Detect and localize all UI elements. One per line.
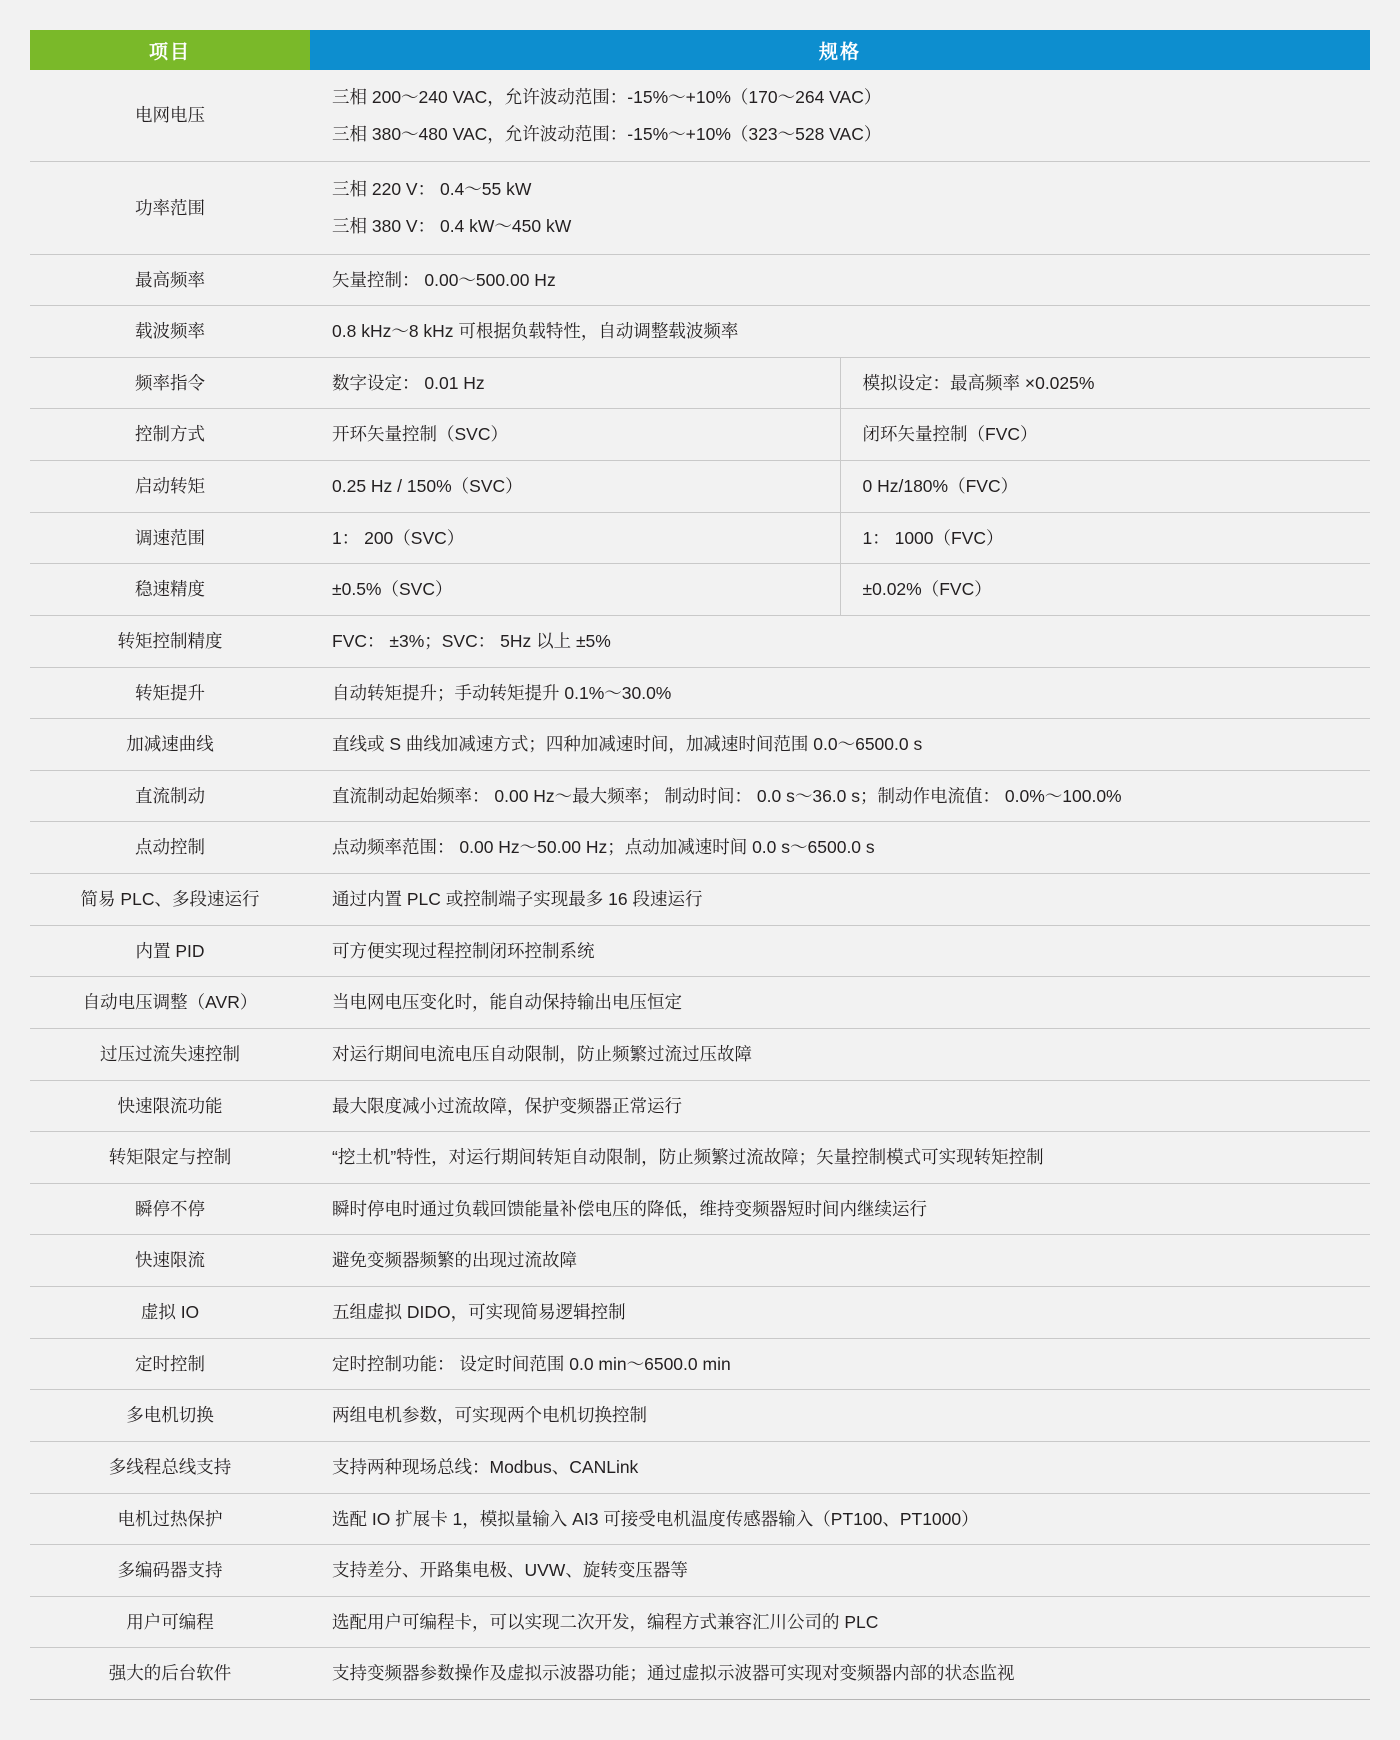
table-row	[30, 1080, 1370, 1132]
spec-item-name: 电网电压	[30, 70, 310, 162]
table-header	[30, 30, 1370, 70]
spec-value-split-container	[310, 461, 1370, 513]
table-row	[30, 1338, 1370, 1390]
spec-value	[310, 254, 1370, 306]
spec-value-line: 直线或 S 曲线加减速方式；四种加减速时间，加减速时间范围 0.0～6500.0 s	[332, 734, 923, 755]
spec-item-name: 内置 PID	[30, 925, 310, 977]
spec-item-name: 快速限流功能	[30, 1080, 310, 1132]
spec-value-line: 可方便实现过程控制闭环控制系统	[332, 940, 595, 961]
spec-value	[310, 1028, 1370, 1080]
spec-value	[310, 1648, 1370, 1700]
spec-item-name: 最高频率	[30, 254, 310, 306]
spec-item-name: 启动转矩	[30, 461, 310, 513]
spec-value	[310, 925, 1370, 977]
spec-item-name: 加减速曲线	[30, 719, 310, 771]
spec-value-line: 支持两种现场总线：Modbus、CANLink	[332, 1456, 639, 1477]
spec-value-line: 直流制动起始频率： 0.00 Hz～最大频率； 制动时间： 0.0 s～36.0 s；制动作电流值： 0.0%～100.0%	[332, 785, 1122, 806]
table-row	[30, 306, 1370, 358]
spec-value	[310, 1287, 1370, 1339]
spec-value-left: 开环矢量控制（SVC）	[310, 409, 840, 460]
spec-value-right: 闭环矢量控制（FVC）	[862, 424, 1038, 445]
spec-value	[310, 162, 1370, 254]
spec-value-right: 0 Hz/180%（FVC）	[862, 476, 1019, 496]
spec-value	[310, 1132, 1370, 1184]
spec-value-line: 自动转矩提升；手动转矩提升 0.1%～30.0%	[332, 682, 672, 703]
spec-value-line: 瞬时停电时通过负载回馈能量补偿电压的降低，维持变频器短时间内继续运行	[332, 1198, 927, 1219]
spec-item-name: 点动控制	[30, 822, 310, 874]
spec-item-name: 多电机切换	[30, 1390, 310, 1442]
spec-value	[310, 1596, 1370, 1648]
spec-item-name: 自动电压调整（AVR）	[30, 977, 310, 1029]
spec-item-name: 简易 PLC、多段速运行	[30, 874, 310, 926]
spec-value-split-container	[310, 512, 1370, 564]
column-header-spec: 规格	[310, 30, 1370, 70]
spec-value-line: 避免变频器频繁的出现过流故障	[332, 1250, 577, 1271]
table-row	[30, 822, 1370, 874]
spec-value	[310, 1390, 1370, 1442]
spec-item-name: 过压过流失速控制	[30, 1028, 310, 1080]
table-row	[30, 409, 1370, 461]
spec-value	[310, 822, 1370, 874]
spec-value-line: 对运行期间电流电压自动限制，防止频繁过流过压故障	[332, 1043, 752, 1064]
spec-value	[310, 1493, 1370, 1545]
spec-item-name: 调速范围	[30, 512, 310, 564]
table-row	[30, 1493, 1370, 1545]
spec-value-line: 选配用户可编程卡，可以实现二次开发，编程方式兼容汇川公司的 PLC	[332, 1611, 879, 1632]
spec-value	[310, 977, 1370, 1029]
spec-value-line: 通过内置 PLC 或控制端子实现最多 16 段速运行	[332, 889, 703, 909]
table-body	[30, 70, 1370, 1700]
table-row	[30, 70, 1370, 162]
spec-item-name: 稳速精度	[30, 564, 310, 616]
spec-value-line: 点动频率范围： 0.00 Hz～50.00 Hz；点动加减速时间 0.0 s～6500.0 s	[332, 837, 875, 858]
table-row	[30, 162, 1370, 254]
table-header-row	[30, 30, 1370, 70]
spec-value-line: 两组电机参数，可实现两个电机切换控制	[332, 1405, 647, 1426]
table-row	[30, 667, 1370, 719]
spec-value-line: “挖土机”特性，对运行期间转矩自动限制，防止频繁过流故障；矢量控制模式可实现转矩控制	[332, 1147, 1044, 1168]
spec-value	[310, 1441, 1370, 1493]
spec-value-line: FVC： ±3%；SVC： 5Hz 以上 ±5%	[332, 630, 611, 651]
spec-value	[310, 1080, 1370, 1132]
spec-value-right: 1： 1000（FVC）	[862, 527, 1004, 548]
table-row	[30, 1287, 1370, 1339]
spec-value-line: 三相 200～240 VAC，允许波动范围：-15%～+10%（170～264 VAC）	[332, 87, 882, 107]
spec-item-name: 瞬停不停	[30, 1183, 310, 1235]
spec-item-name: 多线程总线支持	[30, 1441, 310, 1493]
spec-item-name: 转矩限定与控制	[30, 1132, 310, 1184]
table-row	[30, 1596, 1370, 1648]
spec-value-line: 最大限度减小过流故障，保护变频器正常运行	[332, 1095, 682, 1116]
specification-table	[30, 30, 1370, 1700]
spec-value	[310, 1338, 1370, 1390]
spec-value-left: 0.25 Hz / 150%（SVC）	[310, 461, 840, 512]
spec-value-split-container	[310, 409, 1370, 461]
spec-item-name: 用户可编程	[30, 1596, 310, 1648]
spec-item-name: 电机过热保护	[30, 1493, 310, 1545]
spec-value	[310, 1235, 1370, 1287]
spec-value-line: 定时控制功能： 设定时间范围 0.0 min～6500.0 min	[332, 1353, 731, 1374]
spec-value-right: 模拟设定：最高频率 ×0.025%	[862, 372, 1095, 393]
table-row	[30, 1648, 1370, 1700]
spec-value-line: 当电网电压变化时，能自动保持输出电压恒定	[332, 992, 682, 1013]
table-row	[30, 512, 1370, 564]
spec-value-left: ±0.5%（SVC）	[310, 564, 840, 615]
spec-value-left: 数字设定： 0.01 Hz	[310, 358, 840, 409]
spec-value-line: 0.8 kHz～8 kHz 可根据负载特性，自动调整载波频率	[332, 321, 739, 342]
column-header-item: 项目	[30, 30, 310, 70]
spec-value-line: 支持变频器参数操作及虚拟示波器功能；通过虚拟示波器可实现对变频器内部的状态监视	[332, 1663, 1015, 1684]
spec-item-name: 快速限流	[30, 1235, 310, 1287]
spec-value	[310, 1545, 1370, 1597]
spec-value	[310, 719, 1370, 771]
table-row	[30, 564, 1370, 616]
spec-value-left: 1： 200（SVC）	[310, 513, 840, 564]
spec-item-name: 转矩提升	[30, 667, 310, 719]
table-row	[30, 1132, 1370, 1184]
spec-value-split-container	[310, 564, 1370, 616]
table-row	[30, 1441, 1370, 1493]
spec-value-line: 支持差分、开路集电极、UVW、旋转变压器等	[332, 1560, 688, 1581]
table-row	[30, 719, 1370, 771]
table-row	[30, 357, 1370, 409]
spec-item-name: 功率范围	[30, 162, 310, 254]
table-row	[30, 1235, 1370, 1287]
table-row	[30, 615, 1370, 667]
table-row	[30, 977, 1370, 1029]
spec-value-line: 矢量控制： 0.00～500.00 Hz	[332, 269, 556, 290]
spec-value	[310, 1183, 1370, 1235]
table-row	[30, 770, 1370, 822]
table-row	[30, 254, 1370, 306]
spec-value	[310, 770, 1370, 822]
spec-value-split-container	[310, 357, 1370, 409]
spec-item-name: 直流制动	[30, 770, 310, 822]
spec-value-right: ±0.02%（FVC）	[862, 579, 992, 600]
spec-item-name: 频率指令	[30, 357, 310, 409]
table-row	[30, 1390, 1370, 1442]
table-row	[30, 874, 1370, 926]
table-row	[30, 1028, 1370, 1080]
spec-value-line: 三相 380 V： 0.4 kW～450 kW	[332, 215, 572, 236]
spec-item-name: 控制方式	[30, 409, 310, 461]
table-row	[30, 1545, 1370, 1597]
spec-value-line: 选配 IO 扩展卡 1，模拟量输入 AI3 可接受电机温度传感器输入（PT100、PT1000）	[332, 1508, 979, 1529]
spec-item-name: 多编码器支持	[30, 1545, 310, 1597]
spec-item-name: 定时控制	[30, 1338, 310, 1390]
spec-item-name: 载波频率	[30, 306, 310, 358]
table-row	[30, 1183, 1370, 1235]
spec-item-name: 虚拟 IO	[30, 1287, 310, 1339]
spec-value-line: 三相 220 V： 0.4～55 kW	[332, 179, 532, 200]
spec-value	[310, 874, 1370, 926]
spec-value-line: 五组虚拟 DIDO，可实现简易逻辑控制	[332, 1302, 626, 1322]
table-row	[30, 925, 1370, 977]
spec-value	[310, 306, 1370, 358]
table-row	[30, 461, 1370, 513]
spec-value-line: 三相 380～480 VAC，允许波动范围：-15%～+10%（323～528 VAC）	[332, 123, 882, 144]
spec-value	[310, 70, 1370, 162]
spec-item-name: 强大的后台软件	[30, 1648, 310, 1700]
spec-value	[310, 667, 1370, 719]
spec-item-name: 转矩控制精度	[30, 615, 310, 667]
spec-value	[310, 615, 1370, 667]
